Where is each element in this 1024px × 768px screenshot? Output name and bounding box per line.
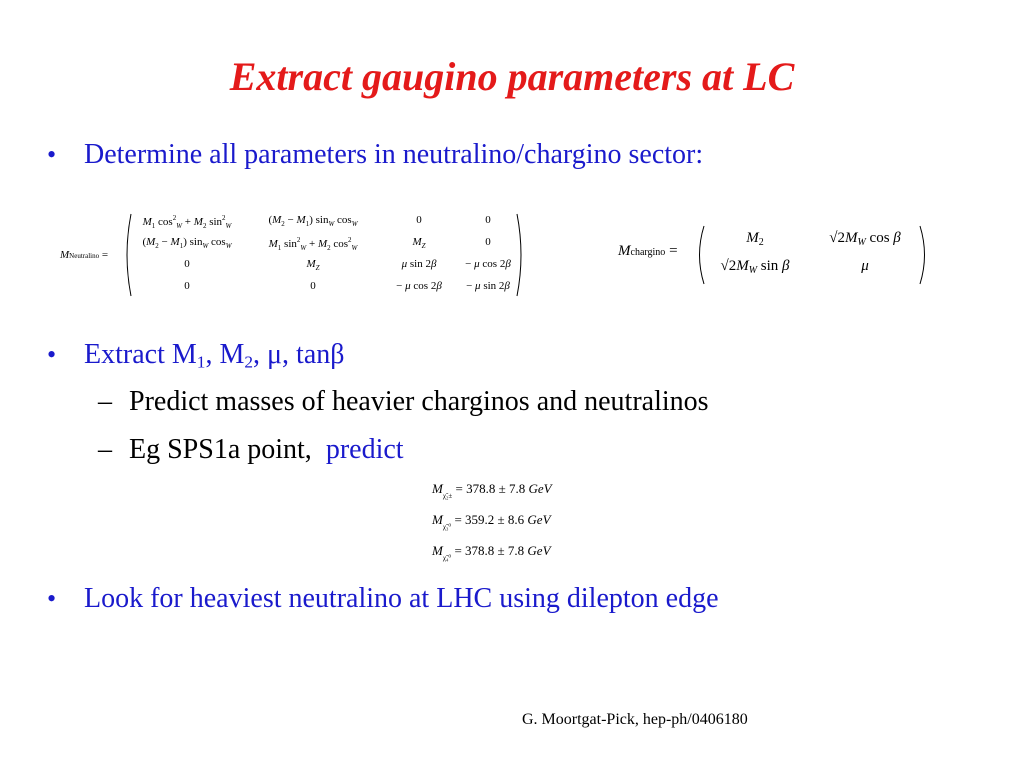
predicted-mass-neutralino4: $M_{\chĩ_4^0} = 378.8 \pm 7.8$ GeV [432,543,551,562]
neutralino-m44: − μ sin 2β [466,280,510,292]
bullet-marker: • [47,140,57,169]
neutralino-m21: $(M_2 - M_1)$ $\sin_W \cos_W$ [142,236,232,250]
subbullet-predict-masses: Predict masses of heavier charginos and neutralinos [129,386,709,417]
bullet-determine-parameters: Determine all parameters in neutralino/chargino sector: [84,139,704,170]
dash-marker: – [98,434,112,465]
chargino-m12: $√2M_W$ cos β [829,230,901,248]
bullet-marker: • [47,340,57,369]
chargino-matrix-label: Mchargino = [618,243,678,259]
slide-title: Extract gaugino parameters at LC [229,54,795,99]
subbullet-sps1a-point: Eg SPS1a point, predict [129,434,404,465]
neutralino-m31: 0 [184,258,190,270]
neutralino-m14: 0 [485,214,491,226]
neutralino-matrix-label: MNeutralino = [60,249,109,261]
neutralino-m42: 0 [310,280,316,292]
neutralino-m22: $M_1$ $\sin^2_W + M_2$ $\cos^2_W$ [268,236,358,252]
chargino-m11: $M_2$ [746,230,764,248]
neutralino-m34: − μ cos 2β [465,258,511,270]
predicted-mass-chargino2: $M_{\chĩ_2\pm} = 378.8 \pm 7.8$ GeV [432,481,552,500]
bullet-extract-parameters: Extract $M_1$, $M_2$, μ, tanβ [84,339,345,372]
neutralino-m23: $M_Z$ [412,236,426,250]
neutralino-mass-matrix [123,212,525,298]
chargino-mass-matrix [695,225,929,285]
dash-marker: – [98,386,112,417]
neutralino-m12: $(M_2 - M_1)$ $\sin_W \cos_W$ [268,214,358,228]
neutralino-m33: μ sin 2β [401,258,437,270]
chargino-m21: $√2M_W$ sin β [720,258,790,276]
neutralino-m43: − μ cos 2β [396,280,442,292]
neutralino-m32: $M_Z$ [306,258,320,272]
bullet-marker: • [47,584,57,613]
neutralino-m11: $M_1$ $\cos^2_W + M_2$ $\sin^2_W$ [142,214,232,230]
neutralino-m24: 0 [485,236,491,248]
neutralino-m41: 0 [184,280,190,292]
bullet-look-for-neutralino: Look for heaviest neutralino at LHC using dilepton edge [84,583,719,614]
neutralino-m13: 0 [416,214,422,226]
citation: G. Moortgat-Pick, hep-ph/0406180 [522,711,748,728]
predicted-mass-neutralino3: $M_{\chĩ_3^0} = 359.2 \pm 8.6$ GeV [432,512,551,531]
chargino-m22: μ [861,258,869,274]
